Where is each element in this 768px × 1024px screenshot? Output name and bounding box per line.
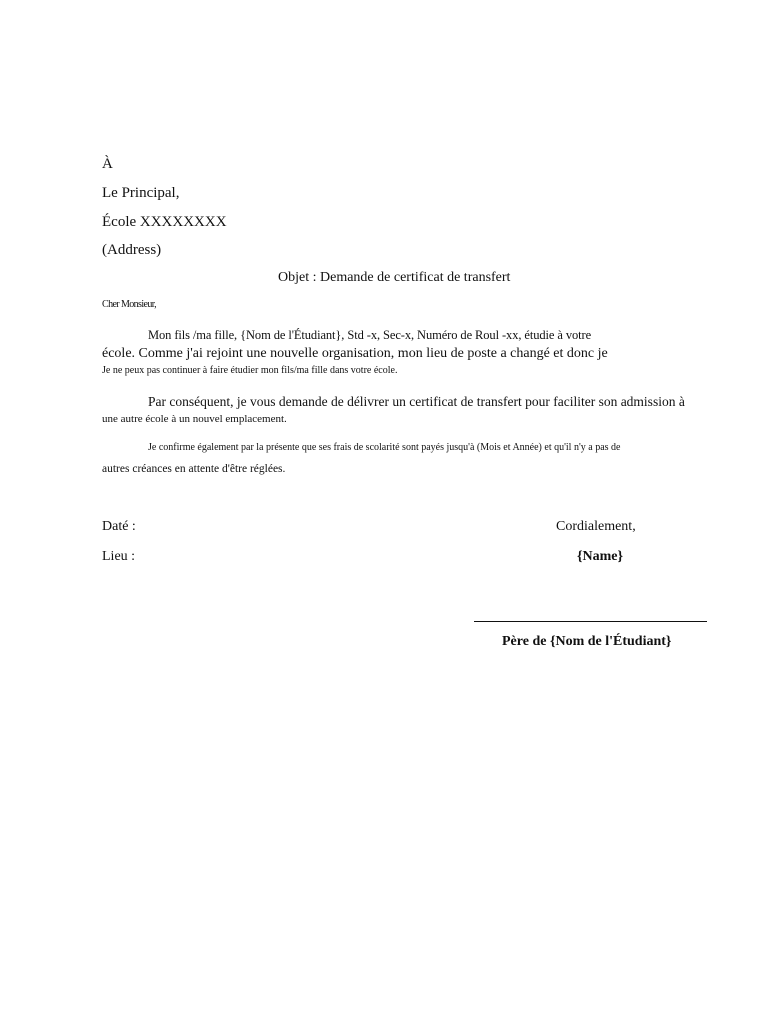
date-label: Daté :	[102, 519, 136, 534]
paragraph-3-line-2: autres créances en attente d'être réglées.	[102, 463, 286, 475]
paragraph-1-line-1: Mon fils /ma fille, {Nom de l'Étudiant}, Std -x, Sec-x, Numéro de Roul -xx, étudie à votre	[148, 328, 592, 342]
letter-greeting: Cher Monsieur,	[102, 299, 156, 310]
recipient-school: École XXXXXXXX	[102, 214, 227, 230]
recipient-to: À	[102, 156, 113, 172]
closing-text: Cordialement,	[556, 519, 636, 534]
recipient-title: Le Principal,	[102, 185, 180, 201]
recipient-address: (Address)	[102, 242, 162, 258]
sender-name: {Name}	[577, 549, 624, 564]
paragraph-2-line-1: Par conséquent, je vous demande de délivrer un certificat de transfert pour faciliter son admission à	[148, 394, 685, 409]
signature-caption: Père de {Nom de l'Étudiant}	[502, 634, 672, 649]
paragraph-3-line-1: Je confirme également par la présente que ses frais de scolarité sont payés jusqu'à (Mois et Année) et qu'il n'y a pas de	[148, 442, 621, 453]
letter-subject: Objet : Demande de certificat de transfert	[278, 270, 511, 285]
paragraph-1-line-3: Je ne peux pas continuer à faire étudier mon fils/ma fille dans votre école.	[102, 365, 398, 376]
paragraph-1-line-2: école. Comme j'ai rejoint une nouvelle organisation, mon lieu de poste a changé et donc je	[102, 346, 608, 361]
place-label: Lieu :	[102, 549, 136, 564]
signature-line	[474, 621, 707, 622]
paragraph-2-line-2: une autre école à un nouvel emplacement.	[102, 413, 287, 425]
